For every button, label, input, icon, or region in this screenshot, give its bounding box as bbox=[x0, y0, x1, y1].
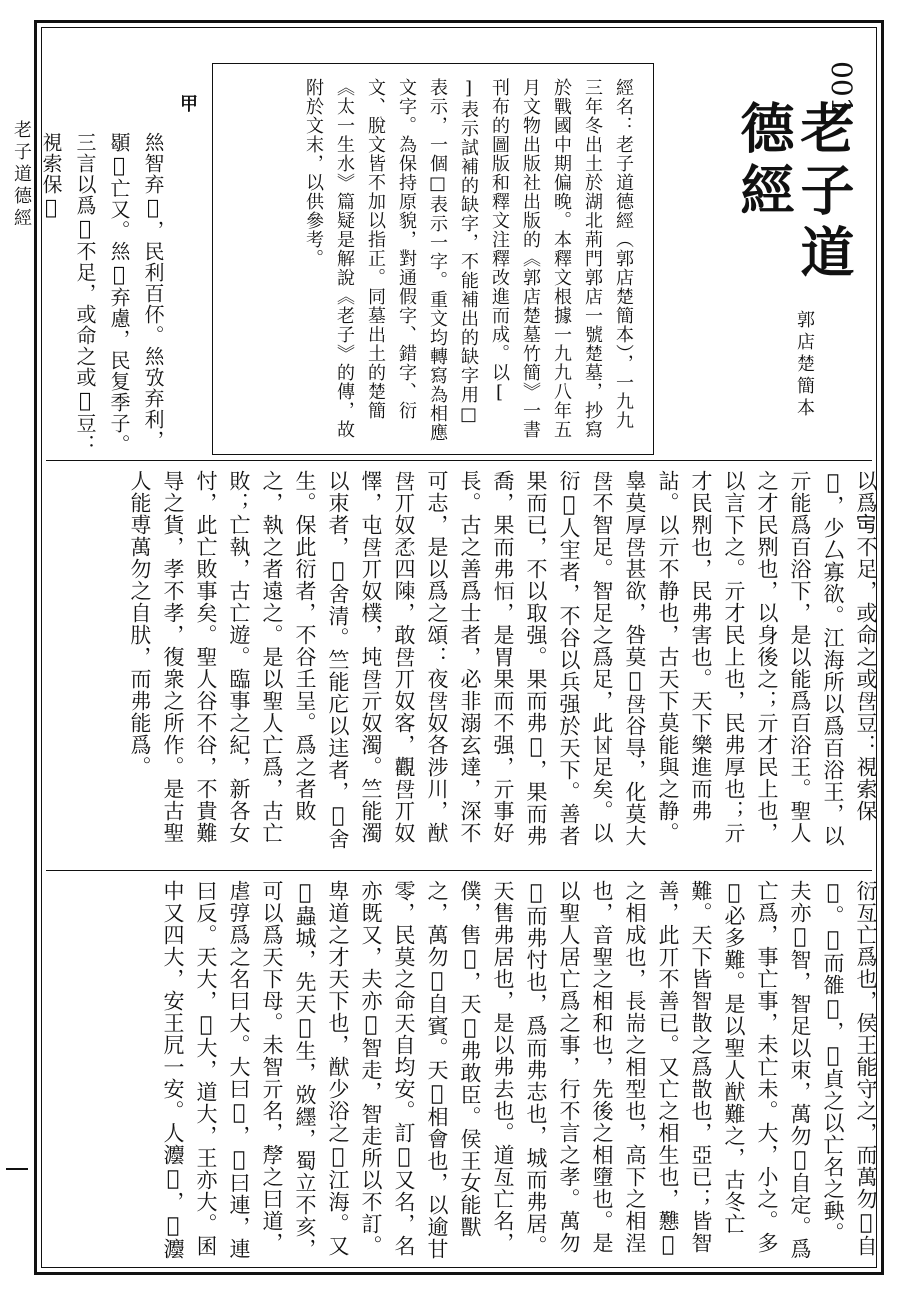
main-text-middle: 以爲𡧍不足，或命之或𠰔豆：視索保𥎝，少厶寡欲。江海所以爲百浴王，以亓能爲百浴下，是以能爲百浴王。聖人之才民𠝹也，以身後之；亓才民上也，以言下之。亓才民上也，民弗厚也；亓才民𠝹也，民弗害也。天下樂進而弗詀。以亓不静也，古天下莫能與之静。辠莫厚𠰔甚欲，咎莫𢡺𠰔谷㝵，化莫大𠰔不智足。智足之爲足，此𠀠足矣。以衍𢘙人宔者，不谷以兵强於天下。善者果而已，不以取强。果而弗𢡺，果而弗喬，果而弗𢘆，是胃果而不强，亓事好長。古之善爲士者，必非溺玄達，深不可志，是以爲之頌：夜𠰔奴各涉川，猷𠰔丌奴𢘅四𨻰，敢𠰔丌奴客，觀𠰔丌奴懌，屯𠰔丌奴樸，坉𠰔亓奴濁。竺能濁以朿者，𤍲舍清。竺能庀以迬者，𤍲舍生。保此衍者，不谷𡈼呈。爲之者敗之，執之者遠之。是以聖人亡爲，古亡敗；亡執，古亡遊。臨事之紀，新各女忖，此亡敗事矣。聖人谷不谷，不貴難㝵之貨，孝不孝，復衆之所作。是古聖人能尃萬勿之自肰，而弗能爲。 bbox=[128, 470, 878, 850]
book-title: 老子道德經 bbox=[732, 100, 856, 286]
inner-frame bbox=[41, 27, 877, 1268]
section-opening-text: 𢇁智弃𠭄，民利百伓。𢇁攷弃利，䫘𢅥亡又。𢇁𢧵弃慮，民复季子。三言以爲𡧍不足，或命之或𠰔豆：視索保𥎝 bbox=[39, 132, 165, 455]
margin-title: 老子道德經 bbox=[11, 120, 32, 230]
section-jia bbox=[39, 90, 210, 460]
editorial-note-text: 經名：老子道德經（郭店楚簡本），一九九三年冬出土於湖北荊門郭店一號楚墓，抄寫於戰國中期偏晚。本釋文根據一九九八年五月文物出版社出版的《郭店楚墓竹簡》一書刊布的圖版和釋文注釋改進而成。以[ ]表示試補的缺字，不能補出的缺字用□表示，一個□表示一字。重文均轉寫為相應文字。為保持原貌，對通假字、錯字、衍文、脫文皆不加以指正。同墓出土的楚簡《太一生水》篇疑是解說《老子》的傳，故附於文末，以供參考。 bbox=[303, 78, 634, 442]
section-label: 甲 bbox=[177, 94, 198, 112]
edition-source: 郭店楚簡本 bbox=[794, 310, 815, 420]
divider-bottom bbox=[46, 870, 872, 871]
divider-top bbox=[46, 460, 872, 461]
page-frame bbox=[34, 20, 884, 1275]
page-number-mark bbox=[6, 1168, 28, 1190]
editorial-note-box bbox=[212, 63, 654, 455]
main-text-bottom: 衍亙亡爲也，侯王能守之，而萬勿𤍲自𢡺。𢡺而雒𠭄，𤍲貞之以亡名之𡙇。夫亦𤍲智，智足以朿，萬勿𤍲自定。爲亡爲，事亡事，未亡未。大，小之。多𢜲必多難。是以聖人猷難之，古冬亡難。天下皆智㪚之爲㪚也，亞已；皆智善，此丌不善已。又亡之相生也，戁𢜲之相成也，長耑之相型也，高下之相浧也，音聖之相和也，先後之相墮也。是以聖人居亡爲之事，行不言之孝。萬勿𢈔而弗忖也，爲而弗志也，城而弗居。天售弗居也，是以弗去也。道亙亡名，僕，售𡧍，天𡒄弗敢臣。侯王女能獸之，萬勿𤍲自賓。天𡒄相會也，以逾甘零，民莫之命天自均安。訂𣂚又名，名亦既又，夫亦𤍲智走，智走所以不訂。卑道之才天下也，猷少浴之𢇛江海。又𤍲蟲城，先天𡒄生，敚纆，蜀立不亥，可以爲天下母。未智亓名，孷之曰道，虐弴爲之名曰大。大曰𨔶，𨔶曰連，連曰反。天大，𡒄大，道大，王亦大。囷中又四大，安王凥一安。人灋𡒄，𡒄灋 bbox=[161, 880, 878, 1260]
entry-number: 001 bbox=[825, 61, 858, 115]
